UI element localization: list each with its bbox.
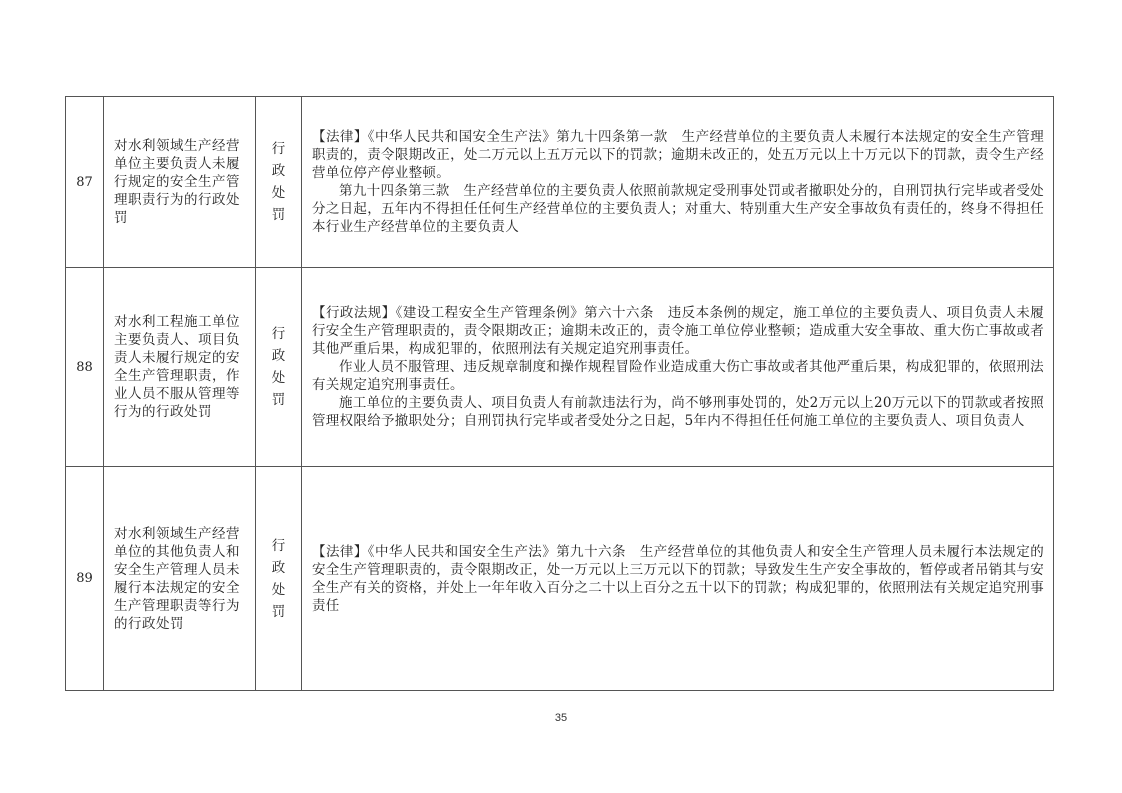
penalty-type-cell xyxy=(256,467,302,691)
table-row xyxy=(66,97,1054,268)
legal-basis xyxy=(302,97,1054,268)
basis-paragraph: 【行政法规】《建设工程安全生产管理条例》第六十六条 违反本条例的规定，施工单位的主要负责人、项目负责人未履行安全生产管理职责的，责令限期改正；逾期未改正的，责令施工单位停业整顿；造成重大安全事故、重大伤亡事故或者其他严重后果，构成犯罪的，依照刑法有关规定追究刑事责任。 xyxy=(312,305,1044,357)
item-name: 对水利领域生产经营单位的其他负责人和安全生产管理人员未履行本法规定的安全生产管理职责等行为的行政处罚 xyxy=(104,467,256,691)
basis-paragraph: 施工单位的主要负责人、项目负责人有前款违法行为，尚不够刑事处罚的，处2万元以上20万元以下的罚款或者按照管理权限给予撤职处分；自刑罚执行完毕或者受处分之日起，5年内不得担任任何施工单位的主要负责人、项目负责人 xyxy=(312,395,1044,429)
penalty-type: 行政处罚 xyxy=(271,537,286,620)
penalty-type-cell xyxy=(256,97,302,268)
legal-basis xyxy=(302,268,1054,467)
penalty-type: 行政处罚 xyxy=(271,326,286,408)
row-number: 88 xyxy=(66,268,104,467)
item-name: 对水利领域生产经营单位主要负责人未履行规定的安全生产管理职责行为的行政处罚 xyxy=(104,97,256,268)
penalty-table xyxy=(65,96,1054,691)
row-number: 87 xyxy=(66,97,104,268)
basis-paragraph: 作业人员不服管理、违反规章制度和操作规程冒险作业造成重大伤亡事故或者其他严重后果，构成犯罪的，依照刑法有关规定追究刑事责任。 xyxy=(312,359,1044,393)
basis-paragraph: 【法律】《中华人民共和国安全生产法》第九十四条第一款 生产经营单位的主要负责人未履行本法规定的安全生产管理职责的，责令限期改正，处二万元以上五万元以下的罚款；逾期未改正的，处五万元以上十万元以下的罚款，责令生产经营单位停产停业整顿。 xyxy=(312,129,1044,181)
table-row xyxy=(66,268,1054,467)
basis-paragraph: 第九十四条第三款 生产经营单位的主要负责人依照前款规定受刑事处罚或者撤职处分的，自刑罚执行完毕或者受处分之日起，五年内不得担任任何生产经营单位的主要负责人；对重大、特别重大生产安全事故负有责任的，终身不得担任本行业生产经营单位的主要负责人 xyxy=(312,183,1044,235)
legal-basis xyxy=(302,467,1054,691)
table-row xyxy=(66,467,1054,691)
penalty-type: 行政处罚 xyxy=(271,141,286,223)
page-number: 35 xyxy=(554,712,568,724)
item-name: 对水利工程施工单位主要负责人、项目负责人未履行规定的安全生产管理职责，作业人员不服从管理等行为的行政处罚 xyxy=(104,268,256,467)
penalty-type-cell xyxy=(256,268,302,467)
basis-paragraph: 【法律】《中华人民共和国安全生产法》第九十六条 生产经营单位的其他负责人和安全生产管理人员未履行本法规定的安全生产管理职责的，责令限期改正，处一万元以上三万元以下的罚款；导致发生生产安全事故的，暂停或者吊销其与安全生产有关的资格，并处上一年年收入百分之二十以上百分之五十以下的罚款；构成犯罪的，依照刑法有关规定追究刑事责任 xyxy=(312,543,1044,614)
row-number: 89 xyxy=(66,467,104,691)
